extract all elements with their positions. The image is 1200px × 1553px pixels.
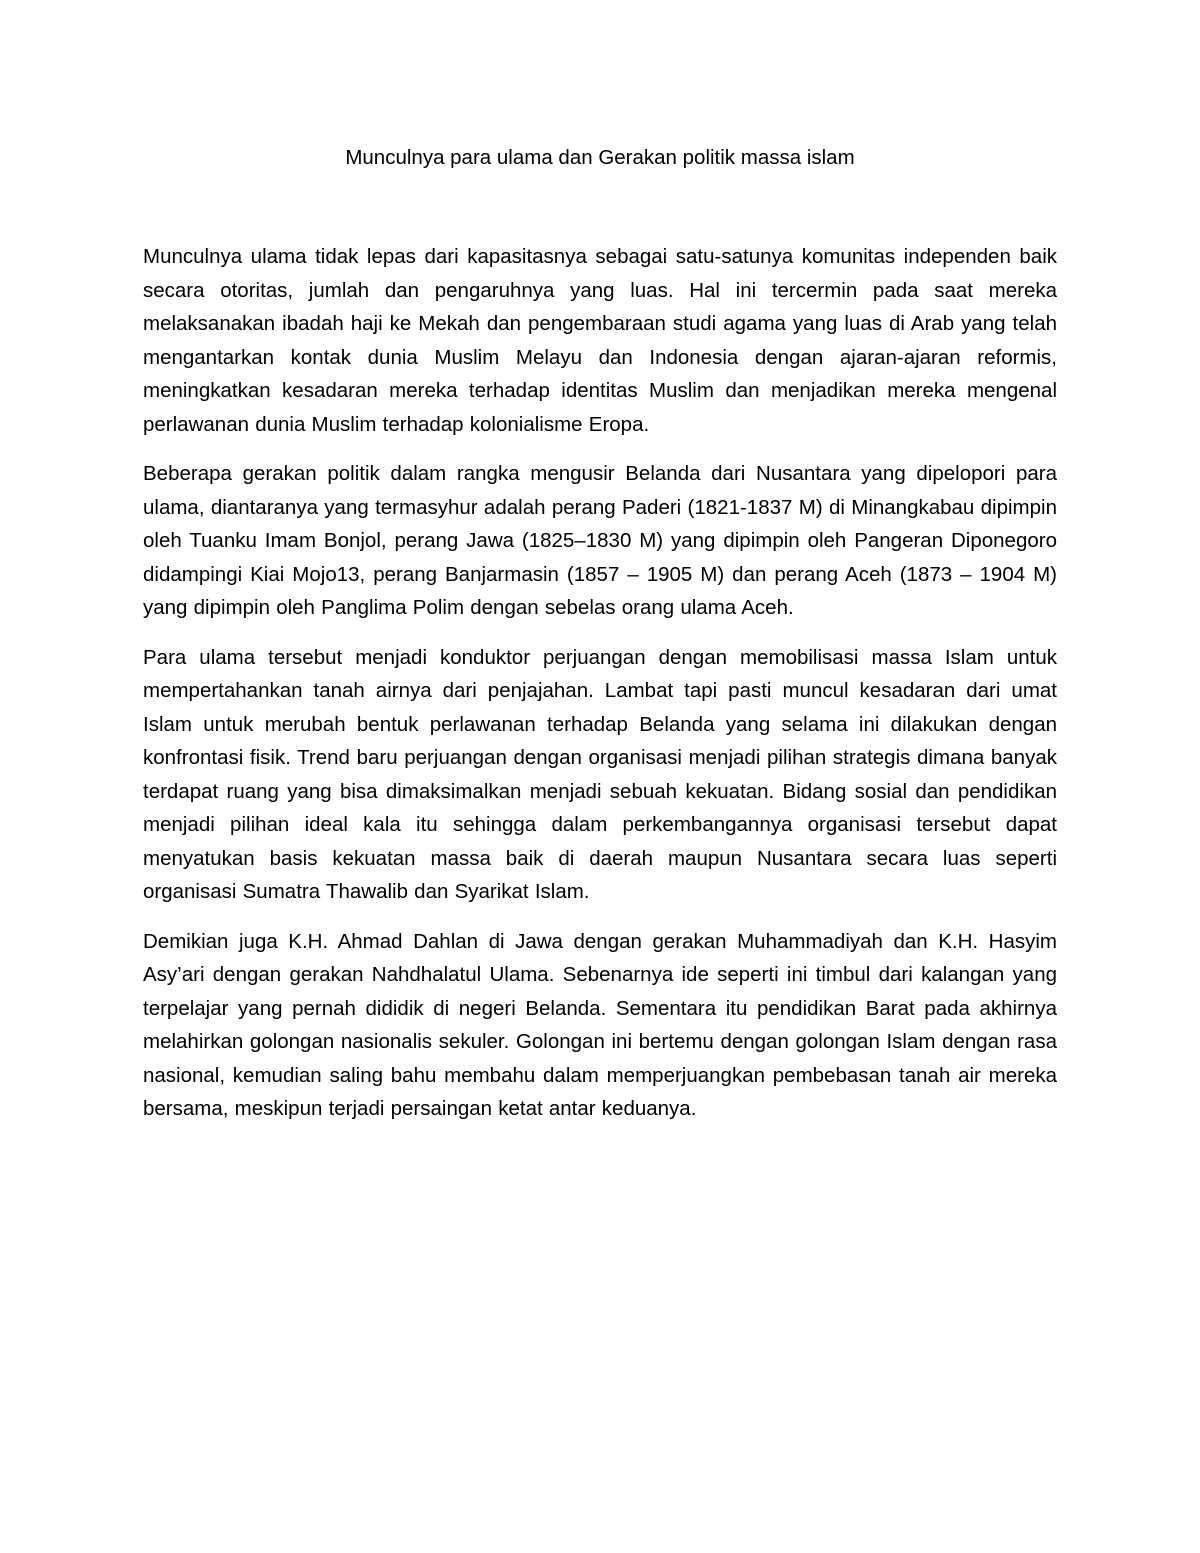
paragraph-1: Munculnya ulama tidak lepas dari kapasitasnya sebagai satu-satunya komunitas independen baik secara otoritas, jumlah dan pengaruhnya yang luas. Hal ini tercermin pada saat mereka melaksanakan ibadah haji ke Mekah dan pengembaraan studi agama yang luas di Arab yang telah mengantarkan kontak dunia Muslim Melayu dan Indonesia dengan ajaran-ajaran reformis, meningkatkan kesadaran mereka terhadap identitas Muslim dan menjadikan mereka mengenal perlawanan dunia Muslim terhadap kolonialisme Eropa. [143, 245, 1057, 436]
page-title: Munculnya para ulama dan Gerakan politik massa islam [345, 146, 855, 169]
document-body [143, 240, 1057, 1142]
paragraph-4: Demikian juga K.H. Ahmad Dahlan di Jawa dengan gerakan Muhammadiyah dan K.H. Hasyim Asy’ari dengan gerakan Nahdhalatul Ulama. Sebenarnya ide seperti ini timbul dari kalangan yang terpelajar yang pernah dididik di negeri Belanda. Sementara itu pendidikan Barat pada akhirnya melahirkan golongan nasionalis sekuler. Golongan ini bertemu dengan golongan Islam dengan rasa nasional, kemudian saling bahu membahu dalam memperjuangkan pembebasan tanah air mereka bersama, meskipun terjadi persaingan ketat antar keduanya. [143, 929, 1057, 1120]
paragraph-2: Beberapa gerakan politik dalam rangka mengusir Belanda dari Nusantara yang dipelopori para ulama, diantaranya yang termasyhur adalah perang Paderi (1821-1837 M) di Minangkabau dipimpin oleh Tuanku Imam Bonjol, perang Jawa (1825–1830 M) yang dipimpin oleh Pangeran Diponegoro didampingi Kiai Mojo13, perang Banjarmasin (1857 – 1905 M) dan perang Aceh (1873 – 1904 M) yang dipimpin oleh Panglima Polim dengan sebelas orang ulama Aceh. [143, 462, 1057, 619]
paragraph-3: Para ulama tersebut menjadi konduktor perjuangan dengan memobilisasi massa Islam untuk mempertahankan tanah airnya dari penjajahan. Lambat tapi pasti muncul kesadaran dari umat Islam untuk merubah bentuk perlawanan terhadap Belanda yang selama ini dilakukan dengan konfrontasi fisik. Trend baru perjuangan dengan organisasi menjadi pilihan strategis dimana banyak terdapat ruang yang bisa dimaksimalkan menjadi sebuah kekuatan. Bidang sosial dan pendidikan menjadi pilihan ideal kala itu sehingga dalam perkembangannya organisasi tersebut dapat menyatukan basis kekuatan massa baik di daerah maupun Nusantara secara luas seperti organisasi Sumatra Thawalib dan Syarikat Islam. [143, 645, 1057, 903]
